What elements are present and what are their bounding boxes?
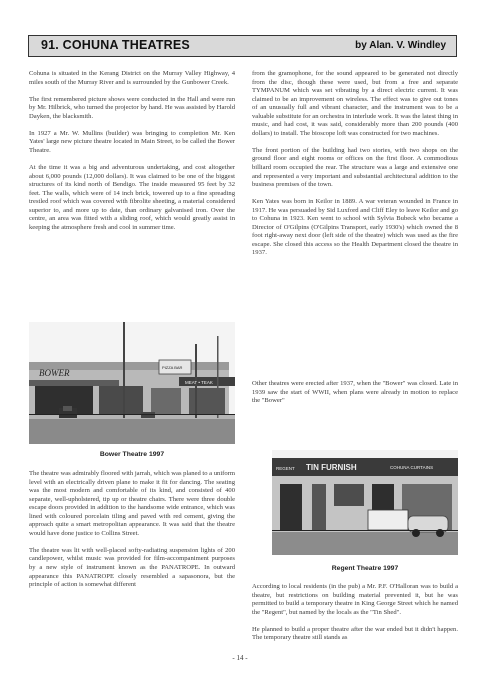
regent-sign: REGENT bbox=[276, 466, 295, 471]
paragraph: The front portion of the building had two stories, with two shops on the ground floor and eight rooms or offices on the first floor. A commodious billiard room occupied the rear. The structure was a large and extensive one and represented a very important and substantial architectural addition to the business premises of the town. bbox=[252, 146, 458, 189]
cohuna-curtains-sign: COHUNA CURTAINS bbox=[390, 465, 434, 470]
article-title-banner bbox=[28, 35, 457, 57]
paragraph: In 1927 a Mr. W. Mullins (builder) was bringing to completion Mr. Ken Yates' large new picture theatre located in Main Street, to be called the Bower Theatre. bbox=[29, 129, 235, 154]
right-column-top bbox=[252, 70, 458, 267]
paragraph: According to local residents (in the pub) a Mr. P.F. O'Halloran was to build a theatre, but restrictions on building material prevented it, but he was permitted to build a temporary theatre in King George Street which he named the "Regent", but named by the locals as the "Tin Shed". bbox=[252, 583, 458, 616]
bower-photo-caption: Bower Theatre 1997 bbox=[99, 451, 165, 458]
tin-furnish-sign: TIN FURNISH bbox=[306, 463, 357, 472]
meat-teak-sign: MEAT • TEAK bbox=[185, 380, 213, 385]
left-column-top bbox=[29, 70, 235, 241]
left-column-bottom bbox=[29, 470, 235, 598]
paragraph: Other theatres were erected after 1937, when the "Bower" was closed. Late in 1939 saw the start of WWII, when plans were already in motion to replace the "Bower" bbox=[252, 380, 458, 405]
paragraph: from the gramophone, for the sound appeared to be generated not directly from the disc, though these were used, but from a free and separate TYMPANUM which was set vibrating by a direct electric current. It was claimed to be an improvement on wireless. The effect was to give out tones of an unusually full and vibrant character, and the instrument was to be a valuable substitute for an orchestra in interlude work. It was the latest thing in music, and had cost, it was said, considerably more than 200 pounds (400 dollars) to install. The bioscope loft was constructed for two machines. bbox=[252, 70, 458, 137]
paragraph: The first remembered picture shows were conducted in the Hall and were run by Mr. Hilbrick, who turned the projector by hand. He was assisted by Harold Dayken, the blacksmith. bbox=[29, 95, 235, 120]
regent-theatre-photo bbox=[272, 450, 458, 555]
paragraph: He planned to build a proper theatre after the war ended but it didn't happen. The temporary theatre still stands as bbox=[252, 625, 458, 642]
bower-theatre-photo bbox=[29, 322, 235, 444]
paragraph: The theatre was lit with well-placed softy-radiating suspension lights of 200 candlepower, whilst music was provided for film-accompaniment purposes by a new style of instrument known as the PANATROPE. In outward appearance this PANATROPE closely resembled a sapasonora, but the principle of action is somewhat different bbox=[29, 546, 235, 589]
paragraph: At the time it was a big and adventurous undertaking, and cost altogether about 6,000 pounds (12,000 dollars). It was claimed to be one of the biggest structures of its kind north of Bendigo. The inside measured 95 feet by 32 feet. The walls, which were of 14 inch brick, towered up to a fine spreading trestled roof which was covered with fibrolite sheeting, a material considered superior to, and more up to date, than ordinary galvanised iron. Over the centre, an area was fitted with a sliding roof, which would greatly assist in keeping the atmosphere fresh and cool in summer time. bbox=[29, 164, 235, 231]
page-number: - 14 - bbox=[232, 654, 248, 662]
right-column-bottom bbox=[252, 583, 458, 651]
paragraph: Cohuna is situated in the Kerang District on the Murray Valley Highway, 4 miles south of the Murray River and is surrounded by the Gunbower Creek. bbox=[29, 70, 235, 86]
article-title: 91. COHUNA THEATRES bbox=[41, 38, 190, 52]
article-author: by Alan. V. Windley bbox=[355, 40, 446, 51]
regent-photo-caption: Regent Theatre 1997 bbox=[331, 565, 399, 572]
paragraph: Ken Yates was born in Keilor in 1889. A war veteran wounded in France in 1917. He was persuaded by Sid Luxford and Cliff Eley to leave Keilor and go to Cohuna in 1923. Ken went to school with Sylvia Bubeck who became a Director of O'Gilpins (O'Gilpins Transport, early 1930's) which owned the 8 foot right-away next door (left side of the theatre) which was used as the fire escape. She closed this access so the Health Department closed the theatre in 1937. bbox=[252, 198, 458, 257]
bower-sign: BOWER bbox=[39, 368, 70, 378]
paragraph: The theatre was admirably floored with jarrah, which was planed to a uniform level with an electrically driven plane to make it fit for dancing. The seating was the most modern and comfortable of its kind, and consisted of 400 separate, well-upholstered, tip up or theatre chairs. There were three double escape doors provided in addition to the handsome wide entrance, which was lined with coloured porcelain tiling and paved with red cement, giving the approach quite a smart metropolitan appearance. It was said that the theatre would have done justice to Collins Street. bbox=[29, 470, 235, 537]
right-column-middle bbox=[252, 380, 458, 414]
pizza-bar-sign: PIZZA BAR bbox=[162, 365, 183, 370]
